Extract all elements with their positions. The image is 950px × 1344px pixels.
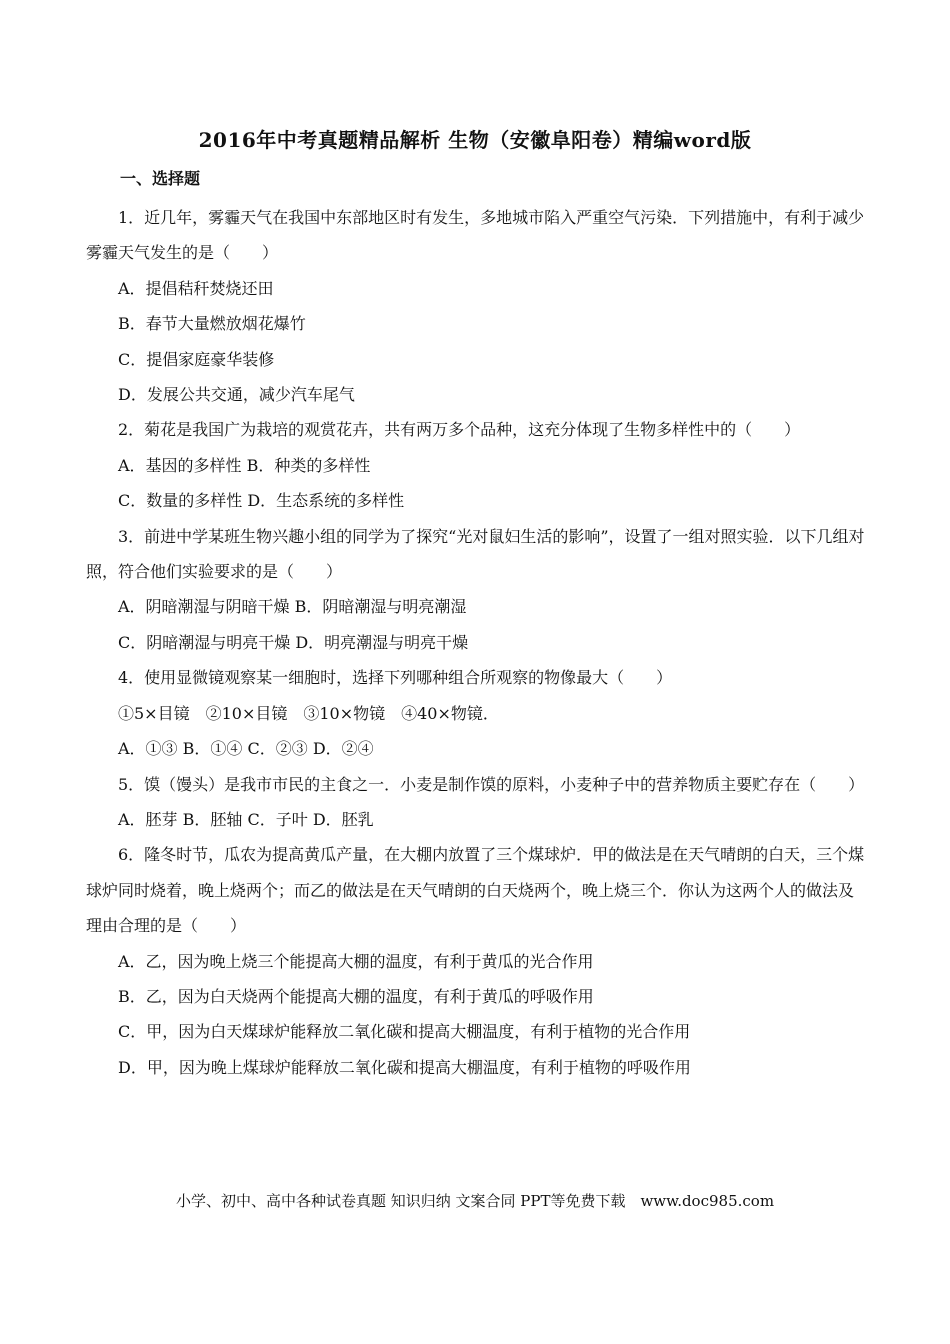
option-line: C．提倡家庭豪华装修 [118,349,275,369]
option-line: A．阴暗潮湿与阴暗干燥 B．阴暗潮湿与明亮潮湿 [118,597,467,617]
option-line: B．春节大量燃放烟花爆竹 [118,314,306,334]
question-list [86,200,866,1085]
question-2 [86,412,866,518]
question-stem: 1．近几年，雾霾天气在我国中东部地区时有发生，多地城市陷入严重空气污染．下列措施中，有利于减少雾霾天气发生的是（ ） [86,208,865,263]
option-line: C．甲，因为白天煤球炉能释放二氧化碳和提高大棚温度，有利于植物的光合作用 [118,1022,691,1042]
option-line: A．①③ B．①④ C．②③ D．②④ [118,739,374,759]
question-stem: 2．菊花是我国广为栽培的观赏花卉，共有两万多个品种，这充分体现了生物多样性中的（ ） [118,420,801,440]
page-footer: 小学、初中、高中各种试卷真题 知识归纳 文案合同 PPT等免费下载 www.doc985.com [175,1192,775,1210]
question-stem: 6．隆冬时节，瓜农为提高黄瓜产量，在大棚内放置了三个煤球炉．甲的做法是在天气晴朗的白天，三个煤球炉同时烧着，晚上烧两个；而乙的做法是在天气晴朗的白天烧两个，晚上烧三个．你认为这两个人的做法及理由合理的是（ ） [86,845,865,936]
option-line: A．基因的多样性 B．种类的多样性 [118,455,371,475]
option-line: C．阴暗潮湿与明亮干燥 D．明亮潮湿与明亮干燥 [118,632,469,652]
page-title: 2016年中考真题精品解析 生物（安徽阜阳卷）精编word版 [198,128,752,152]
option-line: A．胚芽 B．胚轴 C．子叶 D．胚乳 [118,809,374,829]
option-line: A．提倡秸秆焚烧还田 [118,278,274,298]
question-1 [86,200,866,412]
section-heading: 一、选择题 [120,169,201,188]
option-line: D．发展公共交通，减少汽车尾气 [118,385,355,405]
question-stem: 4．使用显微镜观察某一细胞时，选择下列哪种组合所观察的物像最大（ ） [118,668,673,688]
option-line: C．数量的多样性 D．生态系统的多样性 [118,491,405,511]
option-line: ①5×目镜 ②10×目镜 ③10×物镜 ④40×物镜． [118,703,499,723]
option-line: B．乙，因为白天烧两个能提高大棚的温度，有利于黄瓜的呼吸作用 [118,986,594,1006]
option-line: A．乙，因为晚上烧三个能提高大棚的温度，有利于黄瓜的光合作用 [118,951,594,971]
question-stem: 3．前进中学某班生物兴趣小组的同学为了探究“光对鼠妇生活的影响”，设置了一组对照实验．以下几组对照，符合他们实验要求的是（ ） [86,526,865,582]
question-4 [86,660,866,766]
question-stem: 5．馍（馒头）是我市市民的主食之一．小麦是制作馍的原料，小麦种子中的营养物质主要贮存在（ ） [118,774,865,794]
option-line: D．甲，因为晚上煤球炉能释放二氧化碳和提高大棚温度，有利于植物的呼吸作用 [118,1057,691,1077]
question-5 [86,767,866,838]
question-6 [86,837,866,1085]
question-3 [86,519,866,661]
